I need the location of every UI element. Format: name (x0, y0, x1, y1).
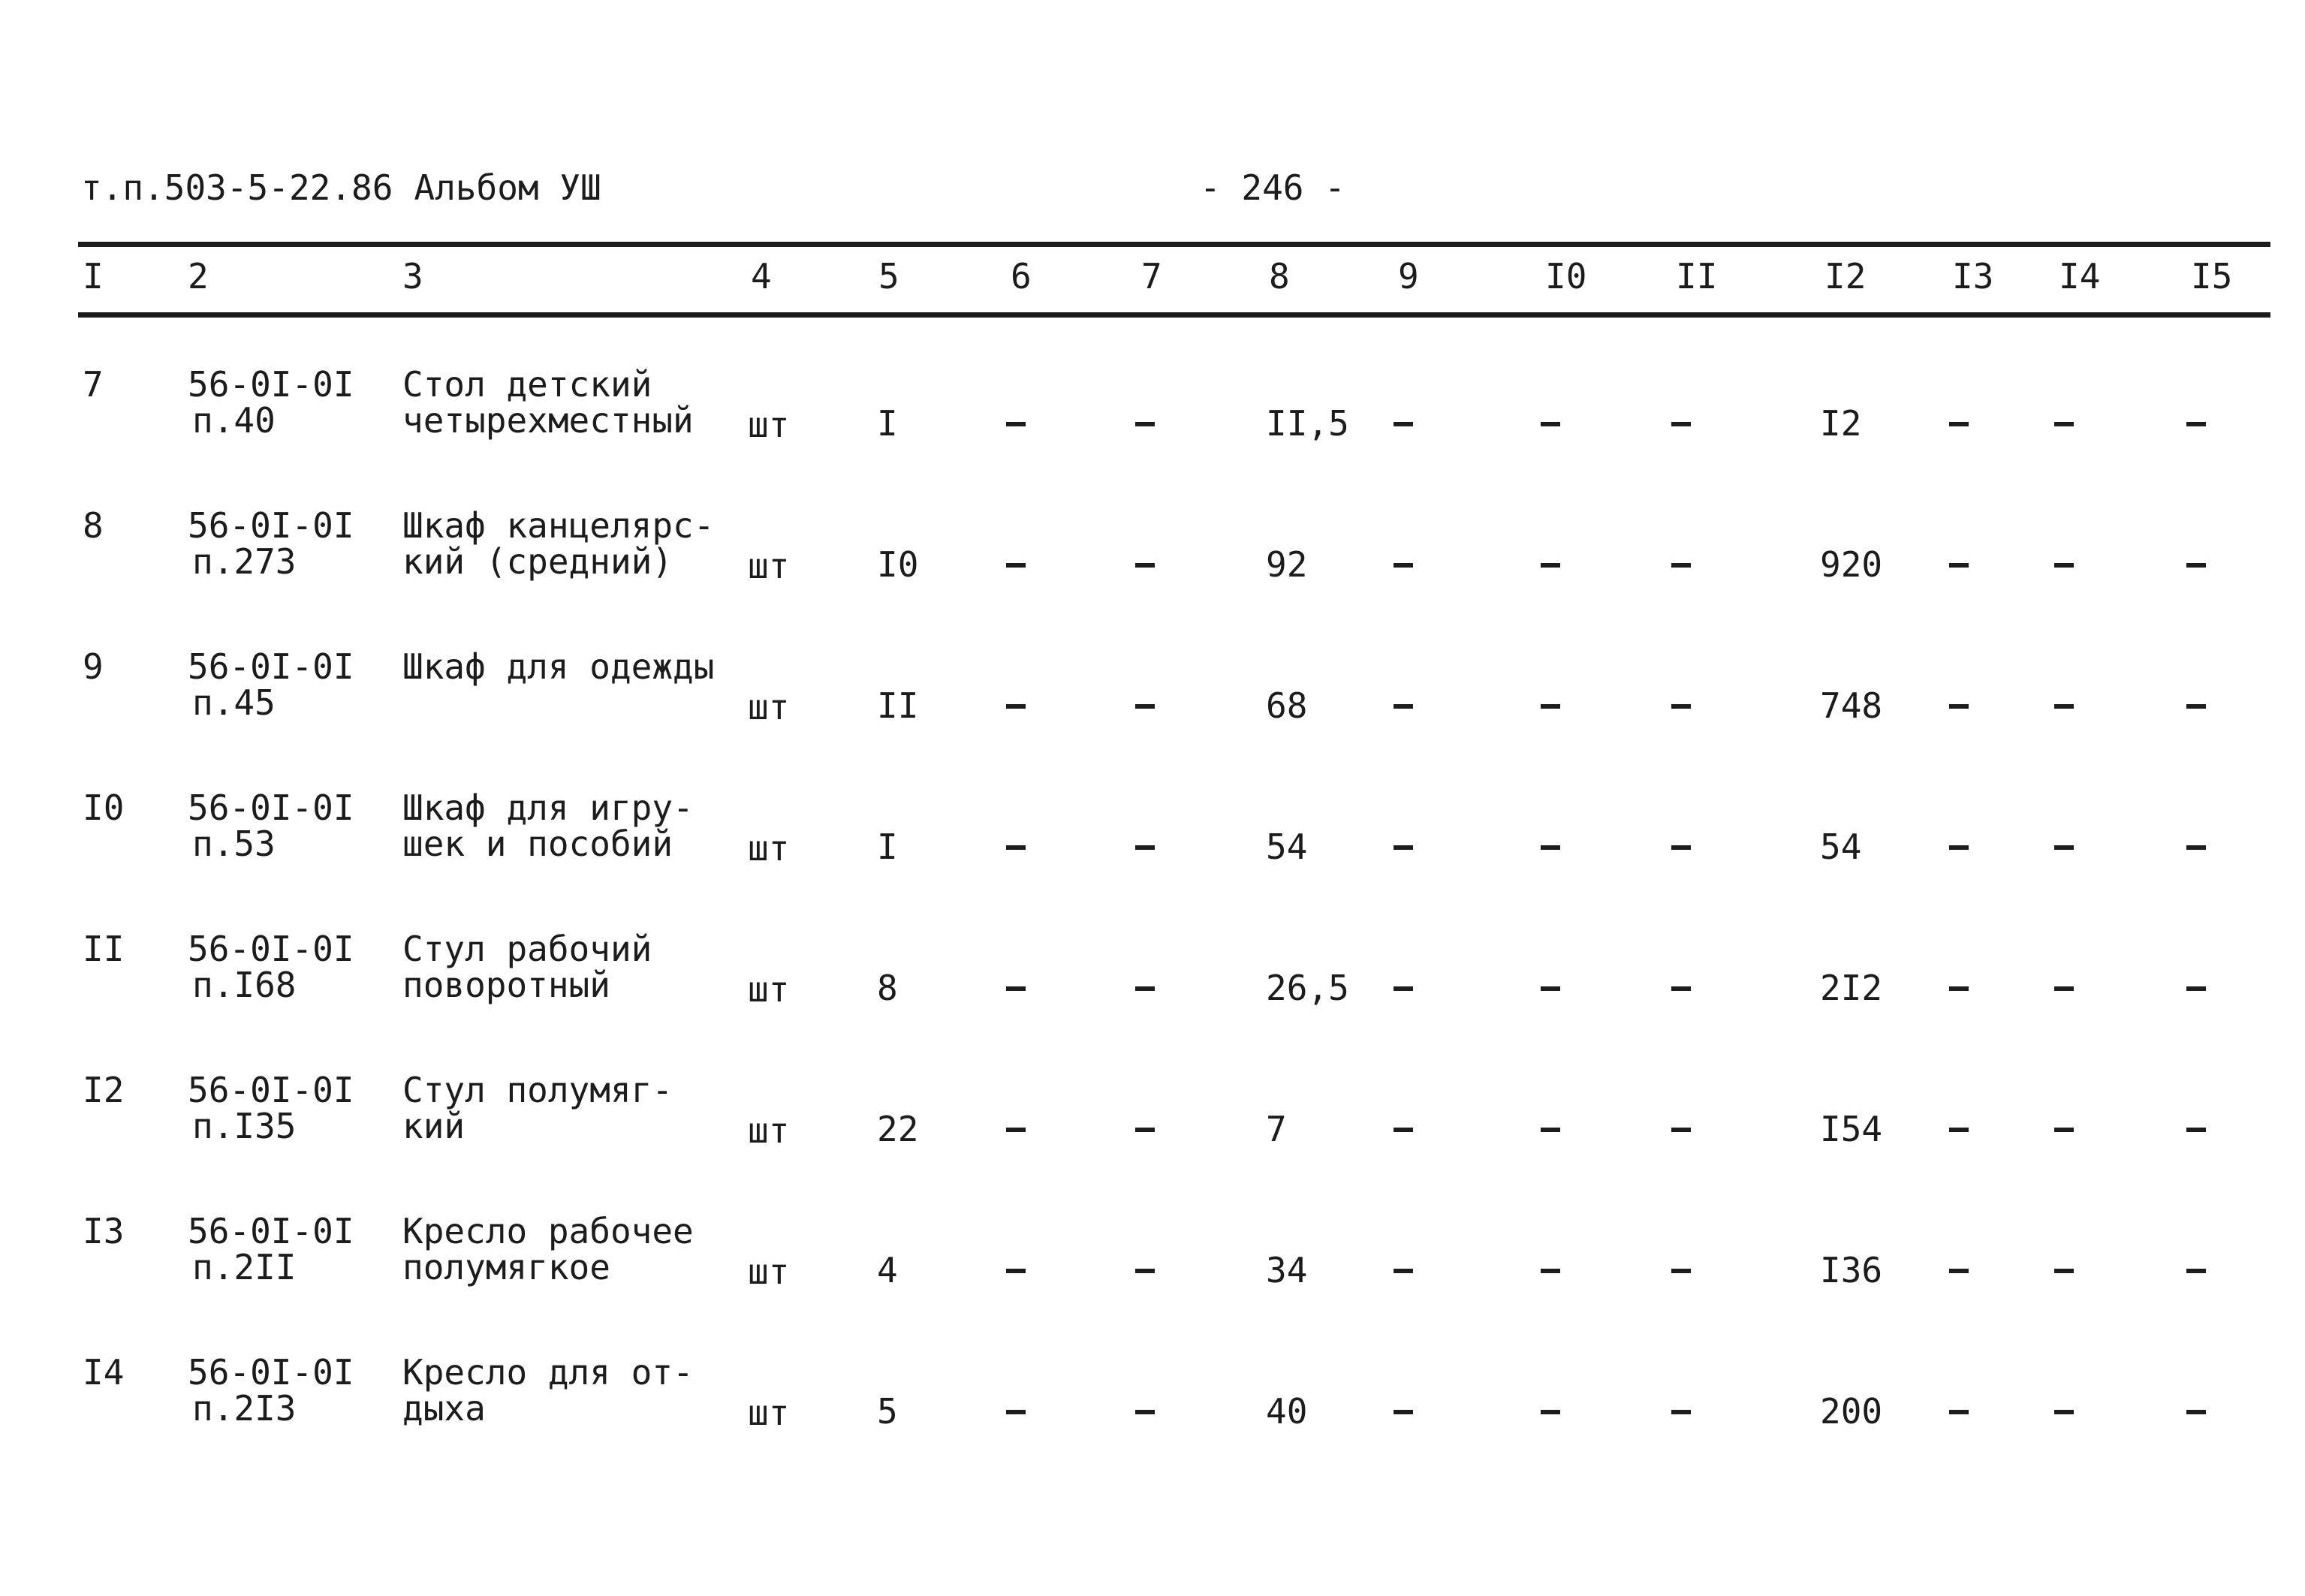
empty-value-col9 (1394, 845, 1413, 850)
unit-value: 26,5 (1266, 968, 1349, 1008)
row-number: I2 (83, 1070, 125, 1110)
empty-value-col14 (2054, 704, 2074, 709)
unit: шт (748, 1110, 790, 1151)
empty-value-col15 (2186, 986, 2206, 991)
catalog-code: 56-0I-0I (188, 364, 354, 405)
empty-value-col9 (1394, 1410, 1413, 1414)
empty-value-col7 (1135, 1410, 1155, 1414)
empty-value-col13 (1949, 1410, 1969, 1414)
empty-value-col6 (1006, 1269, 1026, 1273)
empty-value-col10 (1541, 1128, 1560, 1132)
empty-value-col10 (1541, 422, 1560, 426)
column-header-10: I0 (1545, 256, 1587, 297)
empty-value-col6 (1006, 986, 1026, 991)
item-name-line2: кий (средний) (402, 541, 673, 582)
row-number: I0 (83, 787, 125, 828)
empty-value-col14 (2054, 845, 2074, 850)
empty-value-col6 (1006, 845, 1026, 850)
quantity: II (877, 685, 919, 726)
empty-value-col7 (1135, 1269, 1155, 1273)
empty-value-col7 (1135, 422, 1155, 426)
empty-value-col11 (1671, 563, 1691, 568)
empty-value-col10 (1541, 1269, 1560, 1273)
empty-value-col10 (1541, 704, 1560, 709)
empty-value-col11 (1671, 422, 1691, 426)
empty-value-col15 (2186, 1128, 2206, 1132)
column-header-9: 9 (1398, 256, 1419, 297)
item-name-line1: Стул полумяг- (402, 1070, 673, 1110)
unit-value: 92 (1266, 544, 1308, 585)
total-value: I2 (1820, 403, 1862, 444)
unit: шт (748, 1251, 790, 1292)
empty-value-col9 (1394, 1269, 1413, 1273)
total-value: 2I2 (1820, 968, 1883, 1008)
row-number: I4 (83, 1352, 125, 1393)
column-header-5: 5 (878, 256, 899, 297)
empty-value-col14 (2054, 422, 2074, 426)
catalog-ref: п.45 (192, 682, 276, 723)
table-row (0, 646, 2305, 784)
catalog-code: 56-0I-0I (188, 929, 354, 969)
empty-value-col6 (1006, 1128, 1026, 1132)
empty-value-col9 (1394, 563, 1413, 568)
empty-value-col14 (2054, 563, 2074, 568)
empty-value-col14 (2054, 1128, 2074, 1132)
quantity: I0 (877, 544, 919, 585)
item-name-line1: Шкаф канцелярс- (402, 505, 715, 546)
row-number: 7 (83, 364, 104, 405)
document-header (81, 167, 601, 209)
column-header-7: 7 (1141, 256, 1162, 297)
row-number: 9 (83, 646, 104, 687)
catalog-code: 56-0I-0I (188, 646, 354, 687)
empty-value-col6 (1006, 422, 1026, 426)
table-row (0, 1072, 2305, 1207)
empty-value-col11 (1671, 845, 1691, 850)
table-row (0, 787, 2305, 925)
item-name-line1: Кресло для от- (402, 1352, 694, 1393)
unit: шт (748, 828, 790, 869)
quantity: I (877, 403, 898, 444)
column-header-2: 2 (188, 256, 209, 297)
empty-value-col6 (1006, 1410, 1026, 1414)
table-row (0, 1354, 2305, 1489)
table-header-rule (78, 312, 2270, 318)
catalog-ref: п.53 (192, 824, 276, 864)
empty-value-col11 (1671, 704, 1691, 709)
item-name-line2: кий (402, 1106, 466, 1146)
unit: шт (748, 1393, 790, 1433)
empty-value-col13 (1949, 1128, 1969, 1132)
album-label: Альбом УШ (414, 167, 601, 208)
catalog-ref: п.2II (192, 1247, 297, 1287)
row-number: II (83, 929, 125, 969)
total-value: 54 (1820, 827, 1862, 867)
column-header-6: 6 (1011, 256, 1032, 297)
unit: шт (748, 546, 790, 586)
quantity: 4 (877, 1250, 898, 1290)
column-header-12: I2 (1824, 256, 1867, 297)
total-value: 748 (1820, 685, 1883, 726)
item-name-line2: шек и пособий (402, 824, 673, 864)
quantity: 22 (877, 1109, 919, 1149)
catalog-ref: п.273 (192, 541, 297, 582)
column-header-13: I3 (1952, 256, 1994, 297)
page-number: - 246 - (1200, 167, 1345, 208)
empty-value-col15 (2186, 563, 2206, 568)
item-name-line1: Кресло рабочее (402, 1211, 694, 1251)
empty-value-col10 (1541, 1410, 1560, 1414)
table-row (0, 507, 2305, 643)
catalog-code: 56-0I-0I (188, 1070, 354, 1110)
empty-value-col15 (2186, 422, 2206, 426)
catalog-code: 56-0I-0I (188, 505, 354, 546)
empty-value-col7 (1135, 704, 1155, 709)
empty-value-col15 (2186, 1410, 2206, 1414)
empty-value-col7 (1135, 563, 1155, 568)
empty-value-col11 (1671, 1269, 1691, 1273)
item-name-line1: Стол детский (402, 364, 652, 405)
unit-value: 68 (1266, 685, 1308, 726)
empty-value-col7 (1135, 986, 1155, 991)
unit: шт (748, 969, 790, 1010)
empty-value-col14 (2054, 1269, 2074, 1273)
catalog-code: 56-0I-0I (188, 1211, 354, 1251)
table-top-rule (78, 242, 2270, 247)
empty-value-col13 (1949, 563, 1969, 568)
table-row (0, 366, 2305, 501)
empty-value-col9 (1394, 1128, 1413, 1132)
table-row (0, 1213, 2305, 1348)
empty-value-col11 (1671, 1410, 1691, 1414)
empty-value-col9 (1394, 986, 1413, 991)
catalog-code: 56-0I-0I (188, 787, 354, 828)
empty-value-col15 (2186, 845, 2206, 850)
document-code: т.п.503-5-22.86 (81, 167, 393, 208)
item-name-line1: Шкаф для игру- (402, 787, 694, 828)
total-value: I36 (1820, 1250, 1883, 1290)
quantity: 8 (877, 968, 898, 1008)
total-value: 920 (1820, 544, 1883, 585)
empty-value-col15 (2186, 1269, 2206, 1273)
total-value: I54 (1820, 1109, 1883, 1149)
empty-value-col13 (1949, 986, 1969, 991)
column-header-11: II (1676, 256, 1718, 297)
empty-value-col10 (1541, 986, 1560, 991)
quantity: I (877, 827, 898, 867)
item-name-line2: поворотный (402, 965, 610, 1005)
empty-value-col9 (1394, 422, 1413, 426)
item-name-line2: дыха (402, 1388, 486, 1429)
item-name-line2: полумягкое (402, 1247, 610, 1287)
empty-value-col6 (1006, 563, 1026, 568)
empty-value-col11 (1671, 986, 1691, 991)
row-number: I3 (83, 1211, 125, 1251)
column-header-1: I (83, 256, 104, 297)
row-number: 8 (83, 505, 104, 546)
item-name-line2: четырехместный (402, 400, 694, 441)
empty-value-col14 (2054, 986, 2074, 991)
catalog-ref: п.2I3 (192, 1388, 297, 1429)
catalog-ref: п.40 (192, 400, 276, 441)
empty-value-col14 (2054, 1410, 2074, 1414)
column-header-15: I5 (2191, 256, 2233, 297)
empty-value-col10 (1541, 563, 1560, 568)
catalog-code: 56-0I-0I (188, 1352, 354, 1393)
column-header-8: 8 (1269, 256, 1290, 297)
unit-value: 34 (1266, 1250, 1308, 1290)
item-name-line1: Стул рабочий (402, 929, 652, 969)
quantity: 5 (877, 1391, 898, 1432)
column-header-4: 4 (751, 256, 772, 297)
unit-value: II,5 (1266, 403, 1349, 444)
empty-value-col13 (1949, 1269, 1969, 1273)
empty-value-col13 (1949, 845, 1969, 850)
empty-value-col11 (1671, 1128, 1691, 1132)
empty-value-col7 (1135, 1128, 1155, 1132)
unit: шт (748, 687, 790, 727)
empty-value-col9 (1394, 704, 1413, 709)
unit-value: 7 (1266, 1109, 1287, 1149)
total-value: 200 (1820, 1391, 1883, 1432)
empty-value-col15 (2186, 704, 2206, 709)
column-header-3: 3 (402, 256, 423, 297)
empty-value-col10 (1541, 845, 1560, 850)
unit-value: 40 (1266, 1391, 1308, 1432)
item-name-line1: Шкаф для одежды (402, 646, 715, 687)
catalog-ref: п.I68 (192, 965, 297, 1005)
empty-value-col13 (1949, 704, 1969, 709)
empty-value-col13 (1949, 422, 1969, 426)
table-row (0, 931, 2305, 1066)
unit-value: 54 (1266, 827, 1308, 867)
empty-value-col7 (1135, 845, 1155, 850)
catalog-ref: п.I35 (192, 1106, 297, 1146)
column-header-14: I4 (2059, 256, 2101, 297)
unit: шт (748, 405, 790, 445)
empty-value-col6 (1006, 704, 1026, 709)
